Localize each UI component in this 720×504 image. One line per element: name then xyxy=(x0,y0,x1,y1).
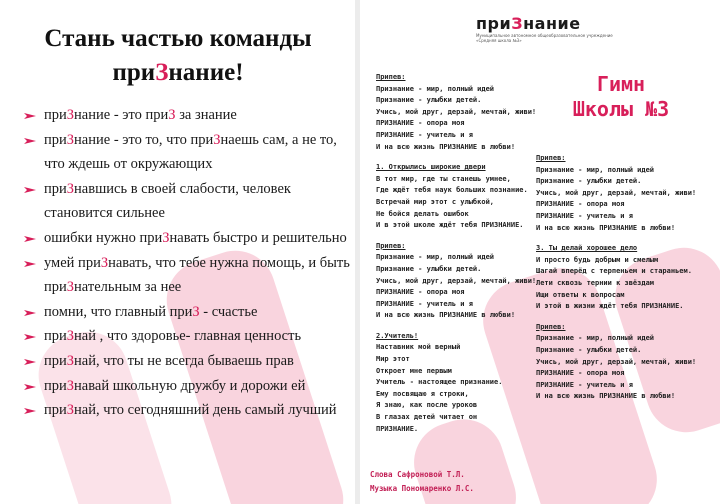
item-text: нание - это при xyxy=(74,107,169,123)
highlight-z: З xyxy=(168,107,176,123)
item-text: при xyxy=(44,377,67,394)
item-text: при xyxy=(44,131,67,148)
item-text: нание - это то, что при xyxy=(74,131,214,148)
verse-heading: 2.Учитель! xyxy=(376,331,419,340)
hymn-title-line: Гимн xyxy=(596,72,646,96)
item-text: за знание xyxy=(175,107,237,123)
highlight-z: З xyxy=(213,131,221,148)
item-text: при xyxy=(44,180,67,197)
list-item xyxy=(22,103,352,128)
arrow-bullet-icon xyxy=(24,137,36,145)
item-text: при xyxy=(44,328,67,345)
list-item xyxy=(22,300,352,325)
item-text: нательным за нее xyxy=(74,279,182,296)
verse-gap xyxy=(376,153,536,162)
item-text: при xyxy=(44,107,67,123)
verse-line: Ему посвящаю я строки, xyxy=(376,389,469,398)
item-text: наешь сам, а не то, что ждешь от окружающих xyxy=(44,131,337,173)
item-text: умей при xyxy=(44,254,101,271)
highlight-z: З xyxy=(66,352,75,369)
verse-line: ПРИЗНАНИЕ - опора моя xyxy=(376,119,465,128)
hymn-title xyxy=(546,72,696,122)
verse-line: Ищи ответы к вопросам xyxy=(536,290,625,299)
hymn-column-2 xyxy=(536,153,696,412)
verse-line: И в этой школе ждёт тебя ПРИЗНАНИЕ. xyxy=(376,221,524,230)
verse-line: Учитель - настоящее признание. xyxy=(376,378,503,387)
credits xyxy=(370,468,474,496)
arrow-bullet-icon xyxy=(24,235,36,243)
list-item xyxy=(22,324,352,349)
verse-line: Учись, мой друг, дерзай, мечтай, живи! xyxy=(536,357,697,366)
title-part: нание! xyxy=(168,59,244,86)
verse-line: Где ждёт тебя наук больших познание. xyxy=(376,186,528,195)
principles-list xyxy=(22,103,352,423)
logo-part: при xyxy=(476,14,512,33)
verse-heading: Припев: xyxy=(376,73,406,81)
verse-line: Встречай мир этот с улыбкой, xyxy=(376,197,495,206)
verse-line: Я знаю, как после уроков xyxy=(376,401,478,410)
verse-line: ПРИЗНАНИЕ - учитель и я xyxy=(536,211,633,220)
right-page xyxy=(360,0,720,504)
verse-line: ПРИЗНАНИЕ - учитель и я xyxy=(376,130,473,139)
list-item xyxy=(22,128,352,177)
item-text: - счастье xyxy=(199,303,258,320)
verse-heading: 3. Ты делай хорошее дело xyxy=(536,244,638,253)
title-line-2 xyxy=(0,56,356,90)
highlight-z: З xyxy=(66,377,75,394)
arrow-bullet-icon xyxy=(24,333,36,341)
hymn-title-line: Школы №3 xyxy=(572,97,670,121)
verse-line: Признание - улыбки детей. xyxy=(376,96,482,105)
verse-gap xyxy=(536,234,696,243)
item-text: най , что здоровье- главная ценность xyxy=(74,328,302,345)
verse-line: Признание - улыбки детей. xyxy=(536,345,642,354)
list-item xyxy=(22,398,352,423)
arrow-bullet-icon xyxy=(24,112,36,120)
verse-line: Шагай вперёд с терпеньем и стараньем. xyxy=(536,267,692,276)
credit-words: Слова Сафроновой Т.Л. xyxy=(370,470,465,479)
list-item xyxy=(22,226,352,251)
verse-gap xyxy=(536,403,696,412)
highlight-z: З xyxy=(66,107,75,123)
highlight-z: З xyxy=(162,229,170,246)
highlight-z: З xyxy=(192,303,200,320)
verse-line: Наставник мой верный xyxy=(376,343,461,352)
verse-heading: Припев: xyxy=(536,154,566,162)
verse-gap xyxy=(376,322,536,331)
arrow-bullet-icon xyxy=(24,383,36,391)
title-line-1: Стань частью команды xyxy=(44,25,312,52)
verse-line: Признание - улыбки детей. xyxy=(536,177,642,186)
item-text: навать быстро и решительно xyxy=(169,229,347,246)
highlight-z: З xyxy=(66,279,75,296)
verse-line: И на всю жизнь ПРИЗНАНИЕ в любви! xyxy=(536,223,676,232)
logo-z: З xyxy=(511,14,524,33)
verse-line: Мир этот xyxy=(376,355,410,364)
highlight-z: З xyxy=(66,402,75,419)
highlight-z: З xyxy=(66,328,75,345)
list-item xyxy=(22,374,352,399)
verse-line: ПРИЗНАНИЕ. xyxy=(376,424,419,433)
verse-line: Лети сквозь тернии к звёздам xyxy=(536,278,655,287)
highlight-z: З xyxy=(100,254,109,271)
credit-music: Музыка Пономаренко Л.С. xyxy=(370,484,474,493)
verse-gap xyxy=(376,435,536,444)
item-text: навать, что тебе нужна помощь, и быть при xyxy=(44,254,350,296)
verse-line: В глазах детей читает он xyxy=(376,413,478,422)
verse-line: И просто будь добрым и смелым xyxy=(536,255,659,264)
hymn-column-1 xyxy=(376,72,536,444)
verse-line: ПРИЗНАНИЕ - учитель и я xyxy=(376,299,473,308)
school-logo xyxy=(476,14,626,43)
item-text: навшись в своей слабости, человек становится сильнее xyxy=(44,180,291,222)
verse-line: Учись, мой друг, дерзай, мечтай, живи! xyxy=(536,188,697,197)
left-page xyxy=(0,0,356,504)
arrow-bullet-icon xyxy=(24,407,36,415)
verse-line: Учись, мой друг, дерзай, мечтай, живи! xyxy=(376,107,537,116)
verse-line: Признание - улыбки детей. xyxy=(376,264,482,273)
verse-line: ПРИЗНАНИЕ - опора моя xyxy=(536,369,625,378)
highlight-z: З xyxy=(66,180,75,197)
item-text: най, что сегодняшний день самый лучший xyxy=(74,402,337,419)
logo-subtitle: Муниципальное автономное общеобразовательное учреждение «Средняя школа №3» xyxy=(476,33,613,43)
logo-wordmark xyxy=(476,14,626,33)
verse-heading: Припев: xyxy=(376,241,406,250)
item-text: ошибки нужно при xyxy=(44,229,163,246)
arrow-bullet-icon xyxy=(24,309,36,317)
item-text: при xyxy=(44,352,67,369)
page-title xyxy=(0,22,356,90)
verse-line: Не бойся делать ошибок xyxy=(376,209,469,218)
verse-line: Откроет мне первым xyxy=(376,366,452,375)
arrow-bullet-icon xyxy=(24,358,36,366)
item-text: навай школьную дружбу и дорожи ей xyxy=(74,377,306,394)
verse-gap xyxy=(536,313,696,322)
verse-heading: Припев: xyxy=(536,322,566,331)
verse-line: Признание - мир, полный идей xyxy=(536,165,655,174)
verse-line: Признание - мир, полный идей xyxy=(536,334,655,343)
verse-line: ПРИЗНАНИЕ - опора моя xyxy=(376,288,465,297)
verse-gap xyxy=(376,232,536,241)
verse-line: Учись, мой друг, дерзай, мечтай, живи! xyxy=(376,276,537,285)
verse-line: И на всю жизнь ПРИЗНАНИЕ в любви! xyxy=(536,392,676,401)
title-z: З xyxy=(155,59,169,86)
verse-line: И на всю жизнь ПРИЗНАНИЕ в любви! xyxy=(376,311,516,320)
item-text: помни, что главный при xyxy=(44,303,193,320)
verse-line: ПРИЗНАНИЕ - опора моя xyxy=(536,200,625,209)
arrow-bullet-icon xyxy=(24,260,36,268)
arrow-bullet-icon xyxy=(24,186,36,194)
verse-line: Признание - мир, полный идей xyxy=(376,84,495,93)
list-item xyxy=(22,177,352,226)
list-item xyxy=(22,251,352,300)
title-part: при xyxy=(112,59,156,86)
verse-line: Признание - мир, полный идей xyxy=(376,253,495,262)
verse-line: В тот мир, где ты станешь умнее, xyxy=(376,174,511,183)
highlight-z: З xyxy=(66,131,75,148)
list-item xyxy=(22,349,352,374)
verse-heading: 1. Открылись широкие двери xyxy=(376,163,486,172)
verse-line: И на всю жизнь ПРИЗНАНИЕ в любви! xyxy=(376,142,516,151)
verse-line: И этой в жизни ждёт тебя ПРИЗНАНИЕ. xyxy=(536,302,684,311)
logo-part: нание xyxy=(523,14,581,33)
verse-line: ПРИЗНАНИЕ - учитель и я xyxy=(536,380,633,389)
item-text: най, что ты не всегда бываешь прав xyxy=(74,352,294,369)
item-text: при xyxy=(44,402,67,419)
